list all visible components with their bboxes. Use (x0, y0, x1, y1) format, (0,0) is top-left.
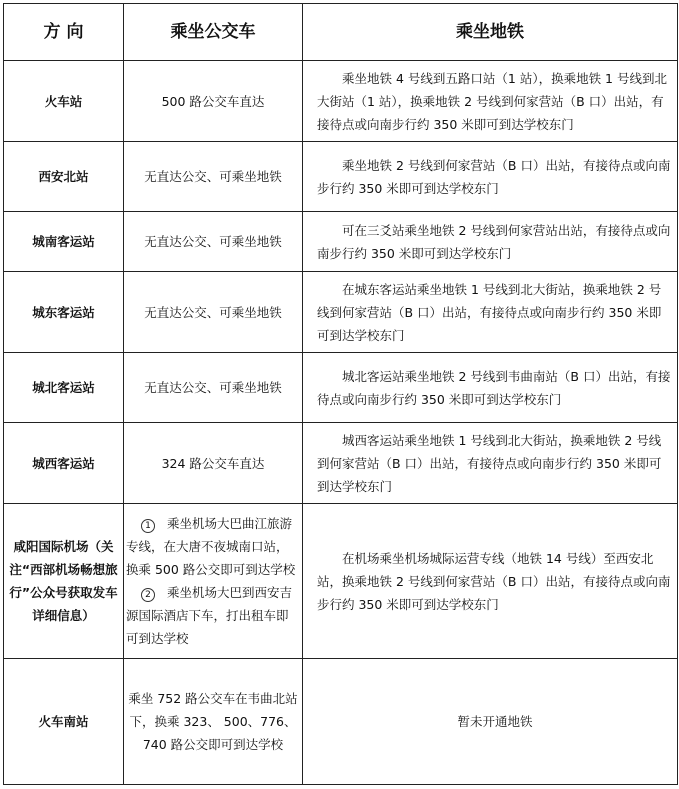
circled-number-icon: 2 (141, 588, 155, 602)
header-metro: 乘坐地铁 (303, 4, 678, 61)
bus-cell: 324 路公交车直达 (124, 423, 303, 504)
bus-cell: 乘坐 752 路公交车在韦曲北站下，换乘 323、 500、776、740 路公交即可到达学校 (124, 659, 303, 785)
table-row (4, 504, 678, 659)
header-direction: 方 向 (4, 4, 124, 61)
metro-cell (303, 423, 678, 504)
direction-cell: 西安北站 (4, 142, 124, 212)
table-row (4, 423, 678, 504)
bus-cell: 500 路公交车直达 (124, 61, 303, 142)
metro-text: 在城东客运站乘坐地铁 1 号线到北大街站，换乘地铁 2 号线到何家营站（B 口）出站，有接待点或向南步行约 350 米即可到达学校东门 (317, 281, 662, 343)
metro-text: 城北客运站乘坐地铁 2 号线到韦曲南站（B 口）出站，有接待点或向南步行约 350 米即可到达学校东门 (317, 368, 671, 407)
direction-cell: 城北客运站 (4, 353, 124, 423)
bus-cell: 无直达公交、可乘坐地铁 (124, 142, 303, 212)
metro-text: 可在三爻站乘坐地铁 2 号线到何家营站出站，有接待点或向南步行约 350 米即可到达学校东门 (317, 222, 671, 261)
bus-option (126, 581, 300, 650)
table-row (4, 659, 678, 785)
circled-number-icon: 1 (141, 519, 155, 533)
direction-cell: 火车南站 (4, 659, 124, 785)
metro-text: 乘坐地铁 2 号线到何家营站（B 口）出站，有接待点或向南步行约 350 米即可到达学校东门 (317, 157, 671, 196)
direction-cell: 城西客运站 (4, 423, 124, 504)
header-row (4, 4, 678, 61)
metro-cell (303, 61, 678, 142)
metro-text: 在机场乘坐机场城际运营专线（地铁 14 号线）至西安北站，换乘地铁 2 号线到何家营站（B 口）出站，有接待点或向南步行约 350 米即可到达学校东门 (317, 550, 671, 612)
bus-option-text: 乘坐机场大巴到西安吉源国际酒店下车，打出租车即可到达学校 (126, 585, 293, 646)
metro-cell (303, 353, 678, 423)
metro-cell (303, 659, 678, 785)
bus-cell: 无直达公交、可乘坐地铁 (124, 272, 303, 353)
header-bus: 乘坐公交车 (124, 4, 303, 61)
bus-cell: 无直达公交、可乘坐地铁 (124, 353, 303, 423)
bus-option-text: 乘坐机场大巴曲江旅游专线，在大唐不夜城南口站，换乘 500 路公交即可到达学校 (126, 516, 296, 577)
metro-cell (303, 504, 678, 659)
table-row (4, 212, 678, 272)
metro-text: 暂未开通地铁 (457, 714, 533, 729)
metro-text: 城西客运站乘坐地铁 1 号线到北大街站，换乘地铁 2 号线到何家营站（B 口）出站，有接待点或向南步行约 350 米即可到达学校东门 (317, 432, 662, 494)
table-row (4, 272, 678, 353)
metro-cell (303, 212, 678, 272)
table-row (4, 61, 678, 142)
table-row (4, 353, 678, 423)
metro-cell (303, 142, 678, 212)
bus-option (126, 512, 300, 581)
metro-cell (303, 272, 678, 353)
metro-text: 乘坐地铁 4 号线到五路口站（1 站），换乘地铁 1 号线到北大街站（1 站），换乘地铁 2 号线到何家营站（B 口）出站，有接待点或向南步行约 350 米即可到达学校东门 (317, 70, 667, 132)
bus-cell (124, 504, 303, 659)
direction-cell: 火车站 (4, 61, 124, 142)
bus-cell: 无直达公交、可乘坐地铁 (124, 212, 303, 272)
table-row (4, 142, 678, 212)
direction-cell: 城东客运站 (4, 272, 124, 353)
direction-cell: 城南客运站 (4, 212, 124, 272)
transport-table (3, 3, 678, 785)
direction-cell: 咸阳国际机场（关注“西部机场畅想旅行”公众号获取发车详细信息） (4, 504, 124, 659)
